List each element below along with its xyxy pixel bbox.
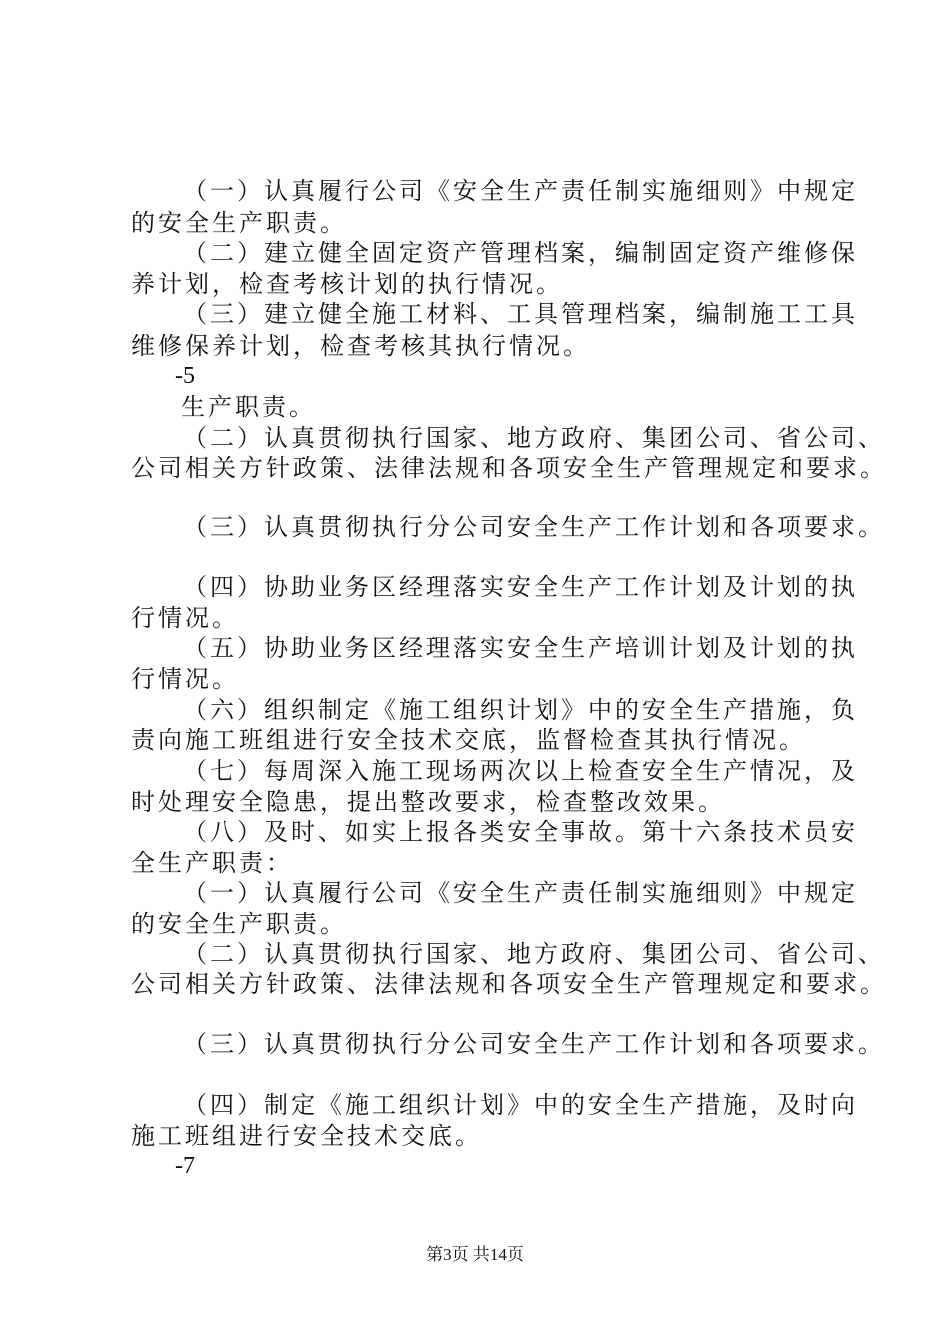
text-line: 维修保养计划，检查考核其执行情况。 — [131, 332, 590, 360]
text-line: （二）认真贯彻执行国家、地方政府、集团公司、省公司、 — [183, 424, 885, 452]
page-marker: -5 — [175, 363, 195, 389]
text-line: （八）及时、如实上报各类安全事故。第十六条技术员安 — [183, 818, 858, 846]
text-line: （三）认真贯彻执行分公司安全生产工作计划和各项要求。 — [183, 1030, 885, 1058]
text-line: 行情况。 — [131, 604, 239, 632]
page-footer: 第3页 共14页 — [426, 1245, 524, 1264]
text-line: 施工班组进行安全技术交底。 — [131, 1122, 482, 1150]
text-line: 行情况。 — [131, 665, 239, 693]
text-line: 的安全生产职责。 — [131, 209, 347, 237]
text-line: 全生产职责： — [131, 849, 293, 877]
text-line: 责向施工班组进行安全技术交底，监督检查其执行情况。 — [131, 726, 806, 754]
text-line: （二）建立健全固定资产管理档案，编制固定资产维修保 — [183, 239, 858, 267]
text-line: （四）制定《施工组织计划》中的安全生产措施，及时向 — [183, 1091, 858, 1119]
text-line: （二）认真贯彻执行国家、地方政府、集团公司、省公司、 — [183, 940, 885, 968]
text-line: 时处理安全隐患，提出整改要求，检查整改效果。 — [131, 788, 725, 816]
text-line: （六）组织制定《施工组织计划》中的安全生产措施，负 — [183, 696, 858, 724]
page-marker: -7 — [175, 1153, 195, 1179]
text-line: 公司相关方针政策、法律法规和各项安全生产管理规定和要求。 — [131, 454, 887, 482]
text-line: （一）认真履行公司《安全生产责任制实施细则》中规定 — [183, 177, 858, 205]
text-line: 生产职责。 — [181, 393, 316, 421]
text-line: （三）建立健全施工材料、工具管理档案，编制施工工具 — [183, 300, 858, 328]
text-line: （四）协助业务区经理落实安全生产工作计划及计划的执 — [183, 573, 858, 601]
text-line: 公司相关方针政策、法律法规和各项安全生产管理规定和要求。 — [131, 970, 887, 998]
text-line: （五）协助业务区经理落实安全生产培训计划及计划的执 — [183, 634, 858, 662]
text-line: （三）认真贯彻执行分公司安全生产工作计划和各项要求。 — [183, 513, 885, 541]
text-line: 的安全生产职责。 — [131, 910, 347, 938]
text-line: （一）认真履行公司《安全生产责任制实施细则》中规定 — [183, 879, 858, 907]
text-line: （七）每周深入施工现场两次以上检查安全生产情况，及 — [183, 757, 858, 785]
text-line: 养计划，检查考核计划的执行情况。 — [131, 270, 563, 298]
